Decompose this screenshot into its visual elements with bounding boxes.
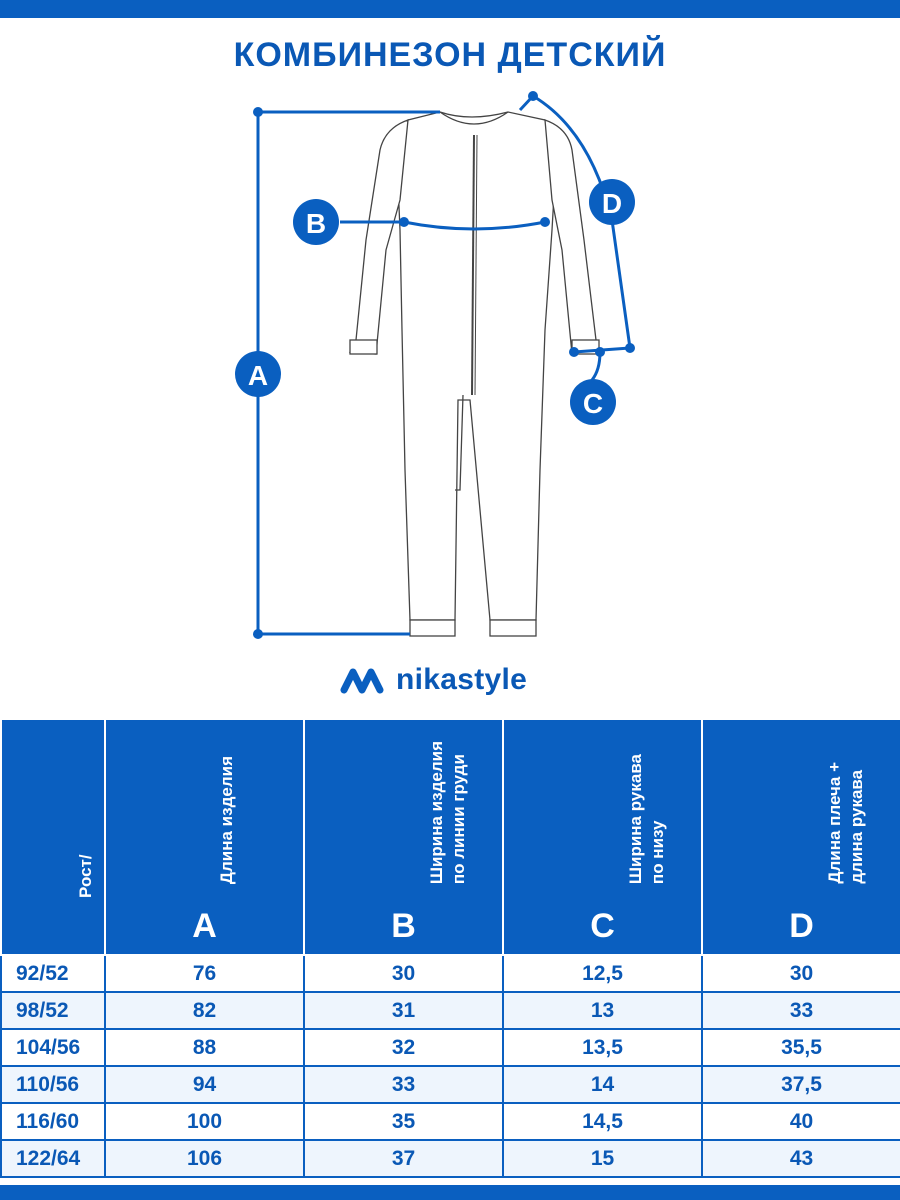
size-table-header [1, 719, 900, 955]
cell-b: 30 [304, 955, 503, 992]
cell-b: 35 [304, 1103, 503, 1140]
cell-d: 33 [702, 992, 900, 1029]
cell-a: 94 [105, 1066, 304, 1103]
cell-c: 12,5 [503, 955, 702, 992]
cell-c: 14 [503, 1066, 702, 1103]
marker-d [589, 179, 635, 225]
cell-size: 98/52 [1, 992, 105, 1029]
cell-d: 43 [702, 1140, 900, 1177]
jumpsuit-drawing [350, 112, 599, 636]
cell-a: 106 [105, 1140, 304, 1177]
cell-size: 104/56 [1, 1029, 105, 1066]
cell-d: 40 [702, 1103, 900, 1140]
marker-c [570, 379, 616, 425]
table-row [1, 1066, 900, 1103]
table-row [1, 992, 900, 1029]
marker-a-label: A [247, 360, 269, 391]
cell-b: 32 [304, 1029, 503, 1066]
cell-c: 15 [503, 1140, 702, 1177]
nikastyle-logo-icon [340, 660, 386, 700]
bottom-bar [0, 1185, 900, 1200]
table-row [1, 1140, 900, 1177]
cell-a: 88 [105, 1029, 304, 1066]
cell-size: 92/52 [1, 955, 105, 992]
table-row [1, 1029, 900, 1066]
cell-c: 13 [503, 992, 702, 1029]
page-title: КОМБИНЕЗОН ДЕТСКИЙ [233, 36, 667, 74]
table-row [1, 1103, 900, 1140]
cell-d: 30 [702, 955, 900, 992]
cell-b: 33 [304, 1066, 503, 1103]
cell-a: 76 [105, 955, 304, 992]
cell-size: 110/56 [1, 1066, 105, 1103]
header-length: Длина изделия A [105, 719, 304, 955]
garment-diagram [0, 80, 900, 660]
cell-c: 14,5 [503, 1103, 702, 1140]
brand-name: nikastyle [396, 663, 528, 696]
cell-size: 116/60 [1, 1103, 105, 1140]
brand-logo [340, 658, 527, 702]
top-bar [0, 0, 900, 18]
cell-a: 82 [105, 992, 304, 1029]
cell-c: 13,5 [503, 1029, 702, 1066]
cell-d: 37,5 [702, 1066, 900, 1103]
marker-d-label: D [601, 188, 623, 219]
size-table [0, 718, 900, 1178]
cell-a: 100 [105, 1103, 304, 1140]
header-size: Рост/ [1, 719, 105, 955]
marker-b-label: B [305, 208, 327, 239]
cell-b: 31 [304, 992, 503, 1029]
marker-c-label: C [582, 388, 604, 419]
cell-size: 122/64 [1, 1140, 105, 1177]
cell-d: 35,5 [702, 1029, 900, 1066]
header-sleeve-width: Ширина рукава по низу C [503, 719, 702, 955]
header-chest-width: Ширина изделия по линии груди B [304, 719, 503, 955]
table-row [1, 955, 900, 992]
cell-b: 37 [304, 1140, 503, 1177]
marker-b [293, 199, 339, 245]
marker-a [235, 351, 281, 397]
header-shoulder-sleeve: Длина плеча + длина рукава D [702, 719, 900, 955]
